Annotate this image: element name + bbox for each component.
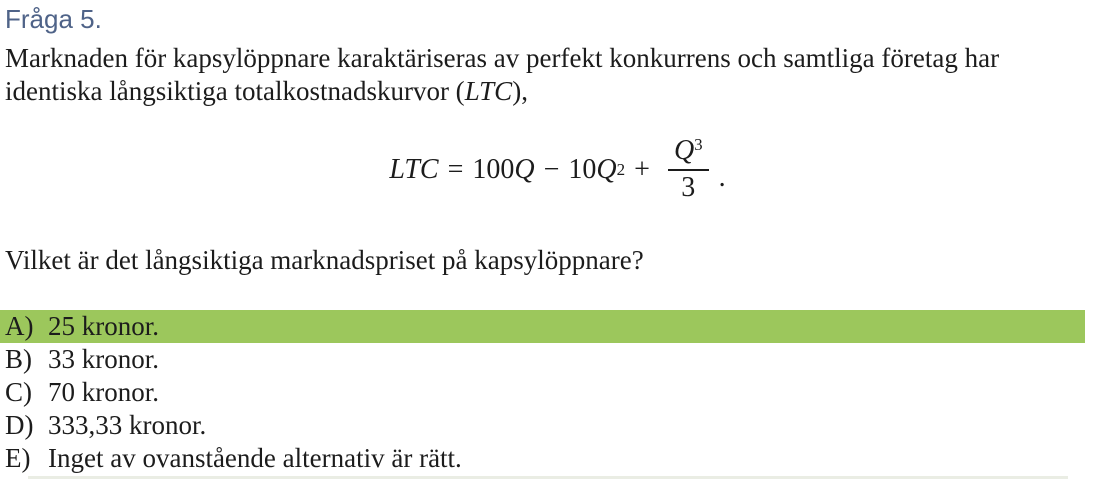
option-row-d [0, 409, 1095, 442]
answer-options [0, 310, 1095, 475]
intro-line-2: identiska långsiktiga totalkostnadskurvor (LTC), [5, 76, 528, 106]
ltc-abbreviation: LTC [464, 76, 513, 106]
formula-period: . [718, 161, 726, 193]
intro-paragraph [5, 42, 999, 108]
option-label: A) [5, 311, 34, 341]
formula-variable-1: Q [514, 153, 535, 185]
page-title: Fråga 5. [5, 4, 102, 34]
formula-fraction [668, 136, 709, 204]
option-text: 25 kronor. [48, 311, 159, 341]
formula-variable-2: Q [596, 153, 617, 185]
option-text: Inget av ovanstående alternativ är rätt. [48, 443, 462, 473]
option-text: 33 kronor. [48, 344, 159, 374]
option-label: E) [5, 443, 31, 473]
fraction-numerator: $Q^3$ [668, 136, 709, 171]
question-text: Vilket är det långsiktiga marknadspriset på kapsylöppnare? [5, 245, 644, 275]
bottom-divider [28, 476, 1068, 479]
option-label: C) [5, 377, 32, 407]
option-row-a [0, 310, 1085, 343]
minus-sign: − [543, 153, 560, 185]
option-text: 70 kronor. [48, 377, 159, 407]
plus-sign: + [634, 153, 650, 185]
formula-lhs: LTC [389, 153, 439, 185]
option-label: D) [5, 410, 34, 440]
fraction-denominator: 3 [681, 171, 696, 203]
intro-line-1: Marknaden för kapsylöppnare karaktäriseras av perfekt konkurrens och samtliga företag har [5, 43, 1000, 73]
option-label: B) [5, 344, 32, 374]
ltc-formula: LTC = 100 Q − 10 Q 2 + $\frac{Q^3}{3}$ . [389, 135, 726, 203]
option-row-b [0, 343, 1095, 376]
formula-coefficient-1: 100 [472, 153, 515, 185]
option-row-c [0, 376, 1095, 409]
formula-coefficient-2: 10 [568, 153, 597, 185]
option-row-e [0, 442, 1095, 475]
option-text: 333,33 kronor. [48, 410, 207, 440]
equals-sign: = [447, 153, 464, 185]
